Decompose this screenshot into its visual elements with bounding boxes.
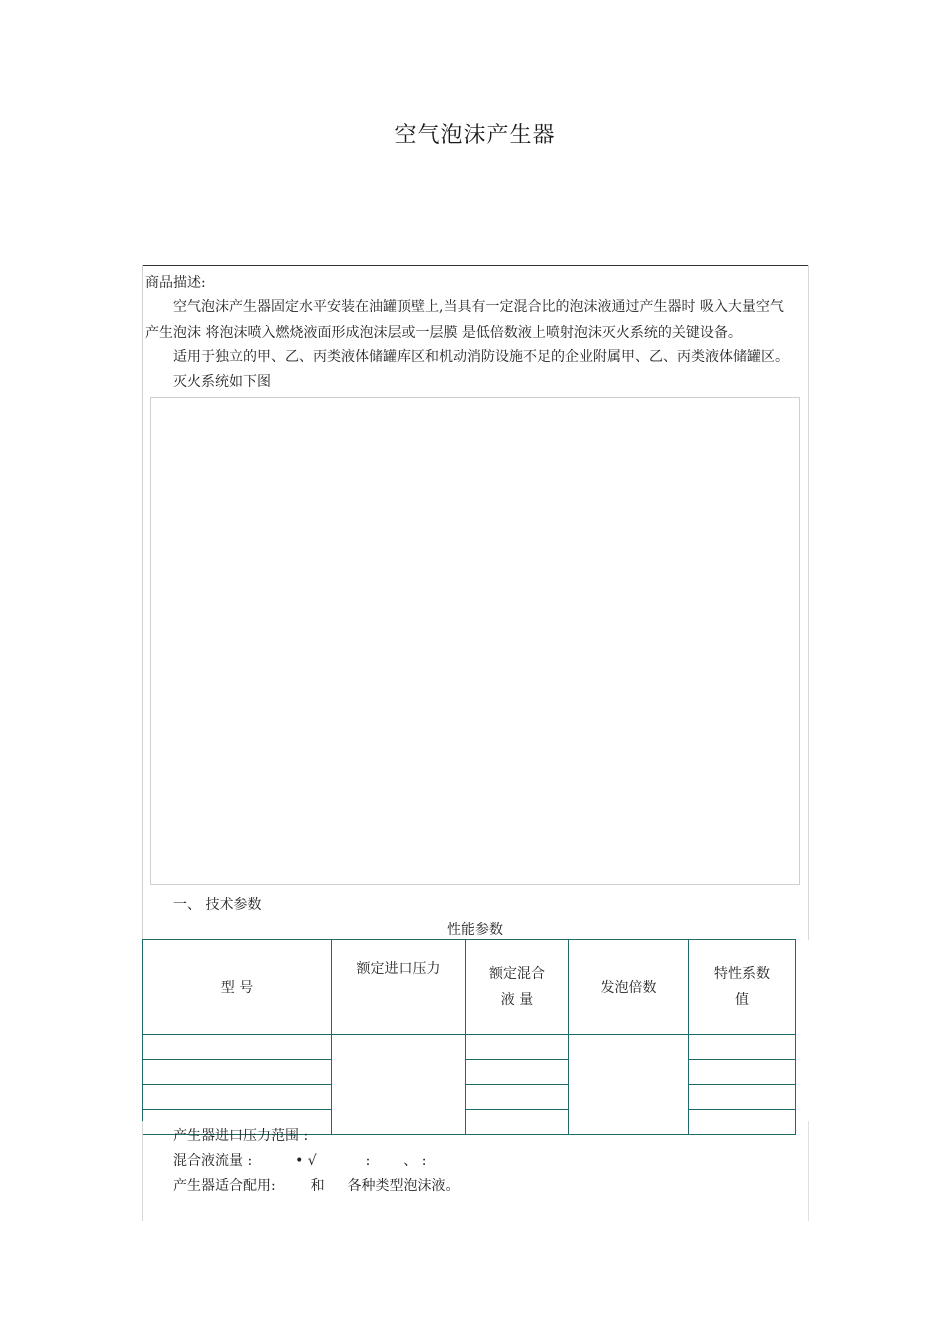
table-cell [689, 1085, 796, 1110]
table-cell-merged [332, 1035, 466, 1135]
table-cell [466, 1035, 569, 1060]
compatible-foam-and: 和 [310, 1178, 325, 1194]
table-cell [689, 1035, 796, 1060]
mixed-liquid-flow-label: 混合液流量 : [173, 1153, 253, 1169]
mixed-liquid-flow-separator-1: : [365, 1153, 371, 1169]
table-row [143, 1035, 796, 1060]
lower-frame-right-rule [808, 1121, 809, 1221]
frame-left-rule [142, 265, 143, 940]
table-cell [143, 1035, 332, 1060]
header-inlet-pressure: 额定进口压力 [332, 940, 466, 1035]
table-header-row [143, 940, 796, 1035]
header-characteristic-coefficient: 特性系数 值 [689, 940, 796, 1035]
table-cell [143, 1060, 332, 1085]
mixed-liquid-flow-separator-2: 、 : [403, 1153, 427, 1169]
table-caption: 性能参数 [447, 922, 503, 938]
page-title: 空气泡沫产生器 [394, 123, 556, 148]
compatible-foam-rest: 各种类型泡沫液。 [347, 1178, 460, 1194]
compatible-foam-label: 产生器适合配用: [173, 1178, 276, 1194]
table-cell-merged [569, 1035, 689, 1135]
frame-right-rule [808, 265, 809, 940]
table-cell [143, 1085, 332, 1110]
description-paragraph-1-line-2: 产生泡沫 将泡沫喷入燃烧液面形成泡沫层或一层膜 是低倍数液上喷射泡沫灭火系统的关键设备。 [145, 325, 742, 341]
table-cell [466, 1085, 569, 1110]
parameters-table [142, 939, 796, 1135]
description-paragraph-3: 灭火系统如下图 [173, 374, 271, 390]
description-paragraph-2: 适用于独立的甲、乙、丙类液体储罐库区和机动消防设施不足的企业附属甲、乙、丙类液体储罐区。 [173, 349, 789, 365]
table-cell [689, 1060, 796, 1085]
header-mixed-liquid-flow: 额定混合 液 量 [466, 940, 569, 1035]
table-row [143, 1085, 796, 1110]
description-paragraph-1-line-1: 空气泡沫产生器固定水平安装在油罐顶壁上,当具有一定混合比的泡沫液通过产生器时 吸入大量空气 [173, 299, 784, 315]
frame-top-rule [142, 265, 809, 266]
mixed-liquid-flow-mark: • √ [295, 1153, 317, 1169]
mixed-liquid-flow-line [173, 1152, 426, 1170]
header-expansion-ratio: 发泡倍数 [569, 940, 689, 1035]
inlet-pressure-range-line: 产生器进口压力范围 : [173, 1128, 309, 1144]
table-cell [689, 1110, 796, 1135]
section-heading: 一、 技术参数 [173, 897, 262, 913]
table-cell [466, 1060, 569, 1085]
lower-frame-left-rule [142, 1121, 143, 1221]
system-diagram-placeholder [150, 397, 800, 885]
description-label: 商品描述: [145, 275, 206, 291]
header-model: 型 号 [143, 940, 332, 1035]
compatible-foam-line [173, 1177, 460, 1195]
table-row [143, 1060, 796, 1085]
table-cell [466, 1110, 569, 1135]
